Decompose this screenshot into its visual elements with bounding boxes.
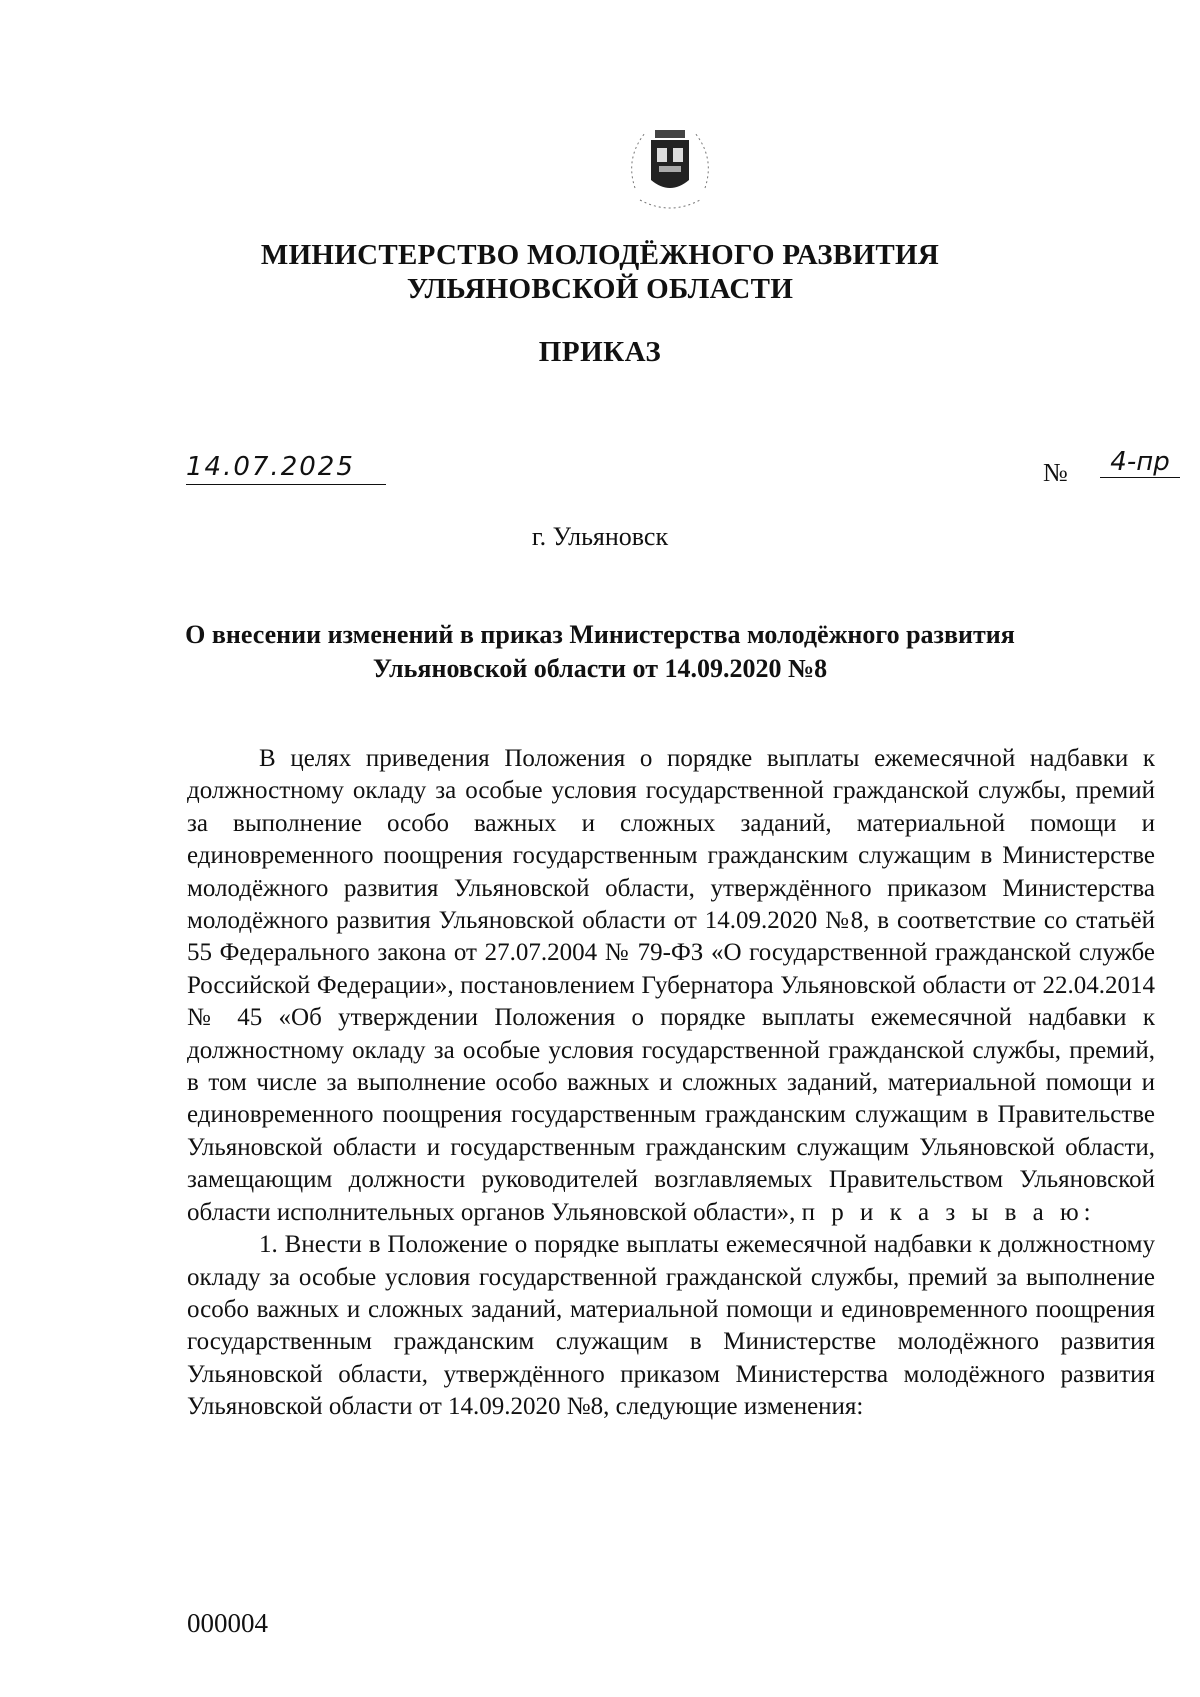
ministry-line-1: МИНИСТЕРСТВО МОЛОДЁЖНОГО РАЗВИТИЯ <box>260 239 940 271</box>
preamble-text: В целях приведения Положения о порядке выплаты ежемесячной надбавки к должностному окладу за особые условия государственной гражданской службы, премий за выполнение особо важных и сложных заданий, материальной помощи и единовременного поощрения государственным гражданским служащим в Министерстве молодёжного развития Ульяновской области, утверждённого приказом Министерства молодёжного развития Ульяновской области от 14.09.2020 №8, в соответствие со статьёй 55 Федерального закона от 27.07.2004 № 79-ФЗ «О государственной гражданской службе Российской Федерации», постановлением Губернатора Ульяновской области от 22.04.2014 № 45 «Об утверждении Положения о порядке выплаты ежемесячной надбавки к должностному окладу за особые условия государственной гражданской службы, премий, в том числе за выполнение особо важных и сложных заданий, материальной помощи и единовременного поощрения государственным гражданским служащим в Правительстве Ульяновской области и государственным гражданским служащим Ульяновской области, замещающим должности руководителей возглавляемых Правительством Ульяновской области исполнительных органов Ульяновской области», <box>187 745 1155 1226</box>
ministry-name <box>0 238 1200 306</box>
document-body <box>187 743 1155 1424</box>
order-number: 4-пр <box>1100 447 1180 478</box>
title-line-2: Ульяновской области от 14.09.2020 №8 <box>372 654 828 683</box>
document-code: 000004 <box>187 1608 268 1638</box>
paragraph-item-1: 1. Внести в Положение о порядке выплаты ежемесячной надбавки к должностному окладу за особые условия государственной гражданской службы, премий за выполнение особо важных и сложных заданий, материальной помощи и единовременного поощрения государственным гражданским служащим в Министерстве молодёжного развития Ульяновской области, утверждённого приказом Министерства молодёжного развития Ульяновской области от 14.09.2020 №8, следующие изменения: <box>187 1231 1155 1421</box>
order-number-label: № <box>1043 458 1068 487</box>
paragraph-preamble <box>187 743 1155 1229</box>
order-date: 14.07.2025 <box>186 452 386 485</box>
coat-of-arms-icon <box>615 118 725 218</box>
document-type: ПРИКАЗ <box>538 336 662 368</box>
title-line-1: О внесении изменений в приказ Министерства молодёжного развития <box>185 620 1015 649</box>
document-title <box>0 618 1200 686</box>
city: г. Ульяновск <box>531 522 669 551</box>
command-word: п р и к а з ы в а ю: <box>801 1198 1096 1226</box>
ministry-line-2: УЛЬЯНОВСКОЙ ОБЛАСТИ <box>406 273 794 305</box>
